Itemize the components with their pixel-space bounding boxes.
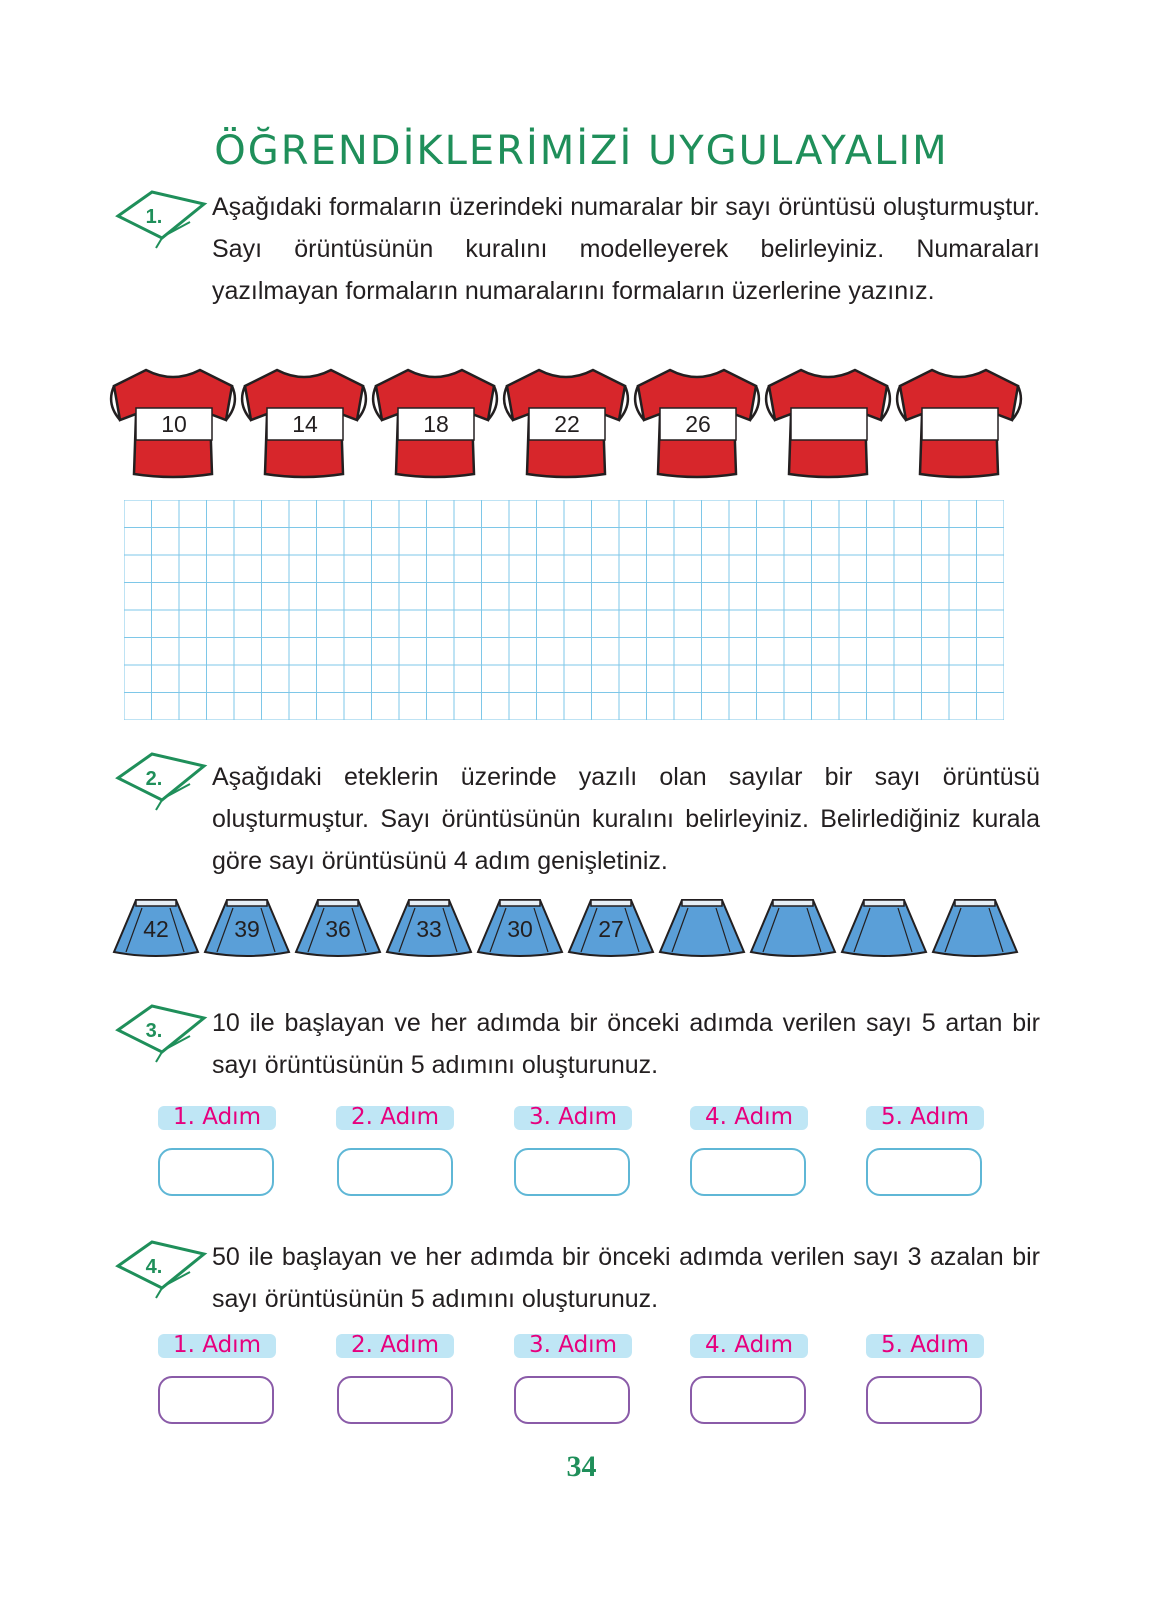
skirt-number: 36 — [325, 916, 351, 942]
skirts-row — [112, 894, 1032, 964]
shirt-number: 10 — [161, 411, 187, 437]
steps-row-q3 — [0, 1104, 1163, 1204]
shirt-number: 18 — [423, 411, 449, 437]
shirt[interactable] — [894, 364, 1024, 480]
question-text-2: Aşağıdaki eteklerin üzerinde yazılı olan sayılar bir sayı örüntüsü oluşturmuştur. Sayı örüntüsünün kuralını belirleyiniz. Belirlediğiniz kurala göre sayı örüntüsünü 4 adım genişletiniz. — [212, 763, 1040, 875]
skirt[interactable] — [476, 894, 564, 960]
question-number-3: 3. — [145, 1020, 163, 1042]
shirt-icon — [763, 364, 893, 480]
question-number-4: 4. — [145, 1256, 163, 1278]
step-answer-box[interactable] — [337, 1148, 453, 1196]
step-label: 2. Adım — [330, 1104, 460, 1130]
step-answer-box[interactable] — [866, 1376, 982, 1424]
skirt[interactable] — [931, 894, 1019, 960]
skirt-icon — [931, 894, 1019, 960]
skirt-icon — [658, 894, 746, 960]
steps-row-q4 — [0, 1332, 1163, 1432]
shirt[interactable] — [632, 364, 762, 480]
shirt[interactable] — [763, 364, 893, 480]
skirt-number: 30 — [507, 916, 533, 942]
skirt[interactable] — [203, 894, 291, 960]
shirt[interactable] — [239, 364, 369, 480]
skirt-icon — [749, 894, 837, 960]
shirt-number: 22 — [554, 411, 580, 437]
step-answer-box[interactable] — [514, 1376, 630, 1424]
page-number: 34 — [566, 1450, 597, 1483]
step-label: 1. Adım — [152, 1104, 282, 1130]
question-text-4: 50 ile başlayan ve her adımda bir önceki adımda verilen sayı 3 azalan bir sayı örüntüsünün 5 adımını oluşturunuz. — [212, 1243, 1040, 1313]
step-answer-box[interactable] — [514, 1148, 630, 1196]
shirt-icon — [894, 364, 1024, 480]
shirt[interactable] — [370, 364, 500, 480]
shirt[interactable] — [501, 364, 631, 480]
skirt-number: 27 — [598, 916, 624, 942]
skirt[interactable] — [749, 894, 837, 960]
step-answer-box[interactable] — [337, 1376, 453, 1424]
shirts-row — [108, 364, 1028, 484]
step-label: 5. Adım — [860, 1104, 990, 1130]
skirt-icon — [840, 894, 928, 960]
step-answer-box[interactable] — [158, 1376, 274, 1424]
page-title: ÖĞRENDİKLERİMİZİ UYGULAYALIM — [214, 128, 949, 174]
step-label: 1. Adım — [152, 1332, 282, 1358]
question-badge-4 — [112, 1236, 208, 1300]
question-text-1: Aşağıdaki formaların üzerindeki numaralar bir sayı örüntüsü oluşturmuştur. Sayı örüntüsünün kuralını modelleyerek belirleyiniz. Numaraları yazılmayan formaların numaralarını formaların üzerlerine yazınız. — [212, 193, 1040, 305]
step-label: 2. Adım — [330, 1332, 460, 1358]
step-label: 4. Adım — [684, 1104, 814, 1130]
step-label: 5. Adım — [860, 1332, 990, 1358]
skirt[interactable] — [385, 894, 473, 960]
step-answer-box[interactable] — [690, 1148, 806, 1196]
shirt-number: 26 — [685, 411, 711, 437]
skirt[interactable] — [294, 894, 382, 960]
question-badge-1 — [112, 186, 208, 250]
question-text-3: 10 ile başlayan ve her adımda bir önceki adımda verilen sayı 5 artan bir sayı örüntüsünün 5 adımını oluşturunuz. — [212, 1009, 1040, 1079]
skirt-number: 33 — [416, 916, 442, 942]
skirt-number: 39 — [234, 916, 260, 942]
question-number-1: 1. — [145, 206, 163, 228]
step-answer-box[interactable] — [866, 1148, 982, 1196]
skirt[interactable] — [112, 894, 200, 960]
question-badge-2 — [112, 748, 208, 812]
skirt[interactable] — [567, 894, 655, 960]
step-label: 4. Adım — [684, 1332, 814, 1358]
answer-grid[interactable] — [124, 500, 1004, 720]
question-number-2: 2. — [145, 768, 163, 790]
skirt[interactable] — [840, 894, 928, 960]
shirt-number: 14 — [292, 411, 318, 437]
step-answer-box[interactable] — [158, 1148, 274, 1196]
step-answer-box[interactable] — [690, 1376, 806, 1424]
skirt[interactable] — [658, 894, 746, 960]
shirt[interactable] — [108, 364, 238, 480]
step-label: 3. Adım — [508, 1332, 638, 1358]
skirt-number: 42 — [143, 916, 169, 942]
step-label: 3. Adım — [508, 1104, 638, 1130]
question-badge-3 — [112, 1000, 208, 1064]
